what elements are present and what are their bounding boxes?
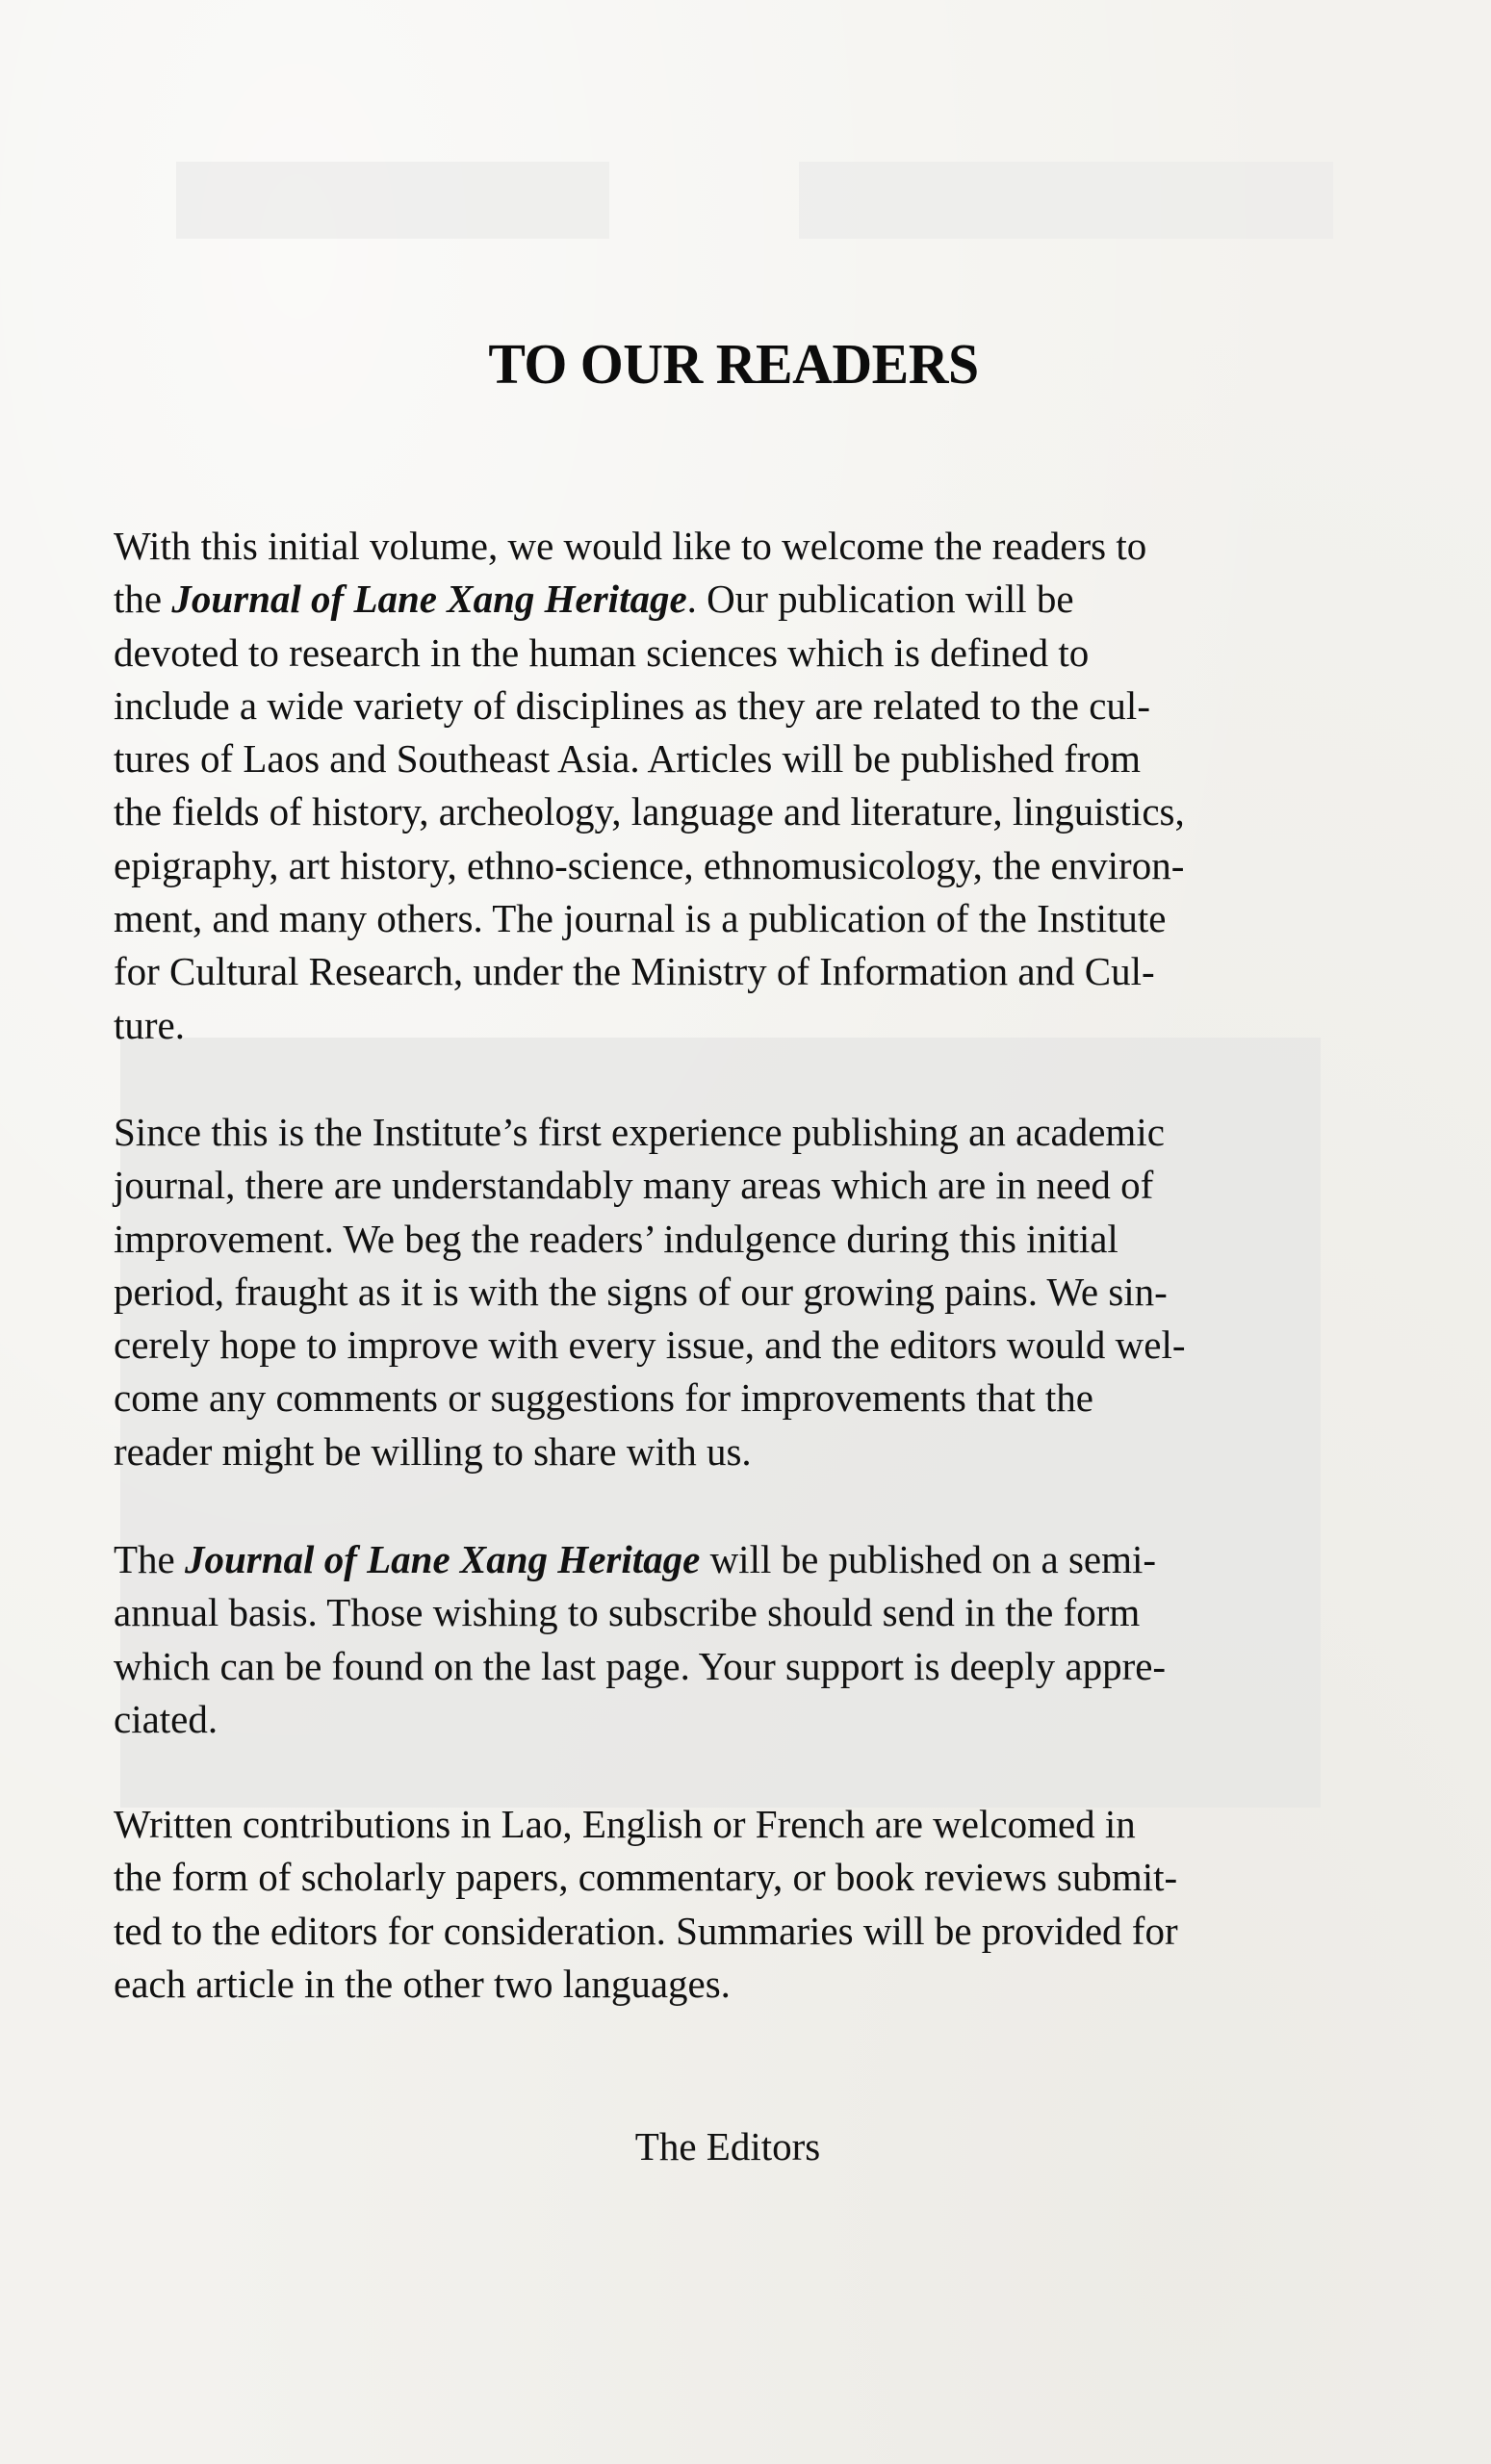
text-line [114, 1958, 1365, 2011]
show-through-shading [176, 162, 609, 239]
journal-title: Journal of Lane Xang Heritage [171, 577, 687, 622]
text-run: devoted to research in the human sciences which is defined to [114, 629, 1090, 675]
text-run: ciated. [114, 1696, 219, 1741]
text-line [114, 732, 1365, 785]
page-title: TO OUR READERS [488, 332, 979, 396]
text-run: include a wide variety of disciplines as they are related to the cul- [114, 682, 1150, 728]
text-line [114, 1106, 1365, 1159]
journal-title: Journal of Lane Xang Heritage [185, 1537, 701, 1581]
text-line [114, 1213, 1365, 1266]
text-line [114, 1159, 1365, 1212]
text-line [114, 520, 1365, 573]
paragraph-contributions [114, 1798, 1365, 2011]
text-line [114, 1586, 1365, 1639]
text-line [114, 1319, 1365, 1372]
text-line [114, 680, 1365, 732]
text-run: come any comments or suggestions for improvements that the [114, 1375, 1093, 1421]
text-run: ted to the editors for consideration. Summaries will be provided for [114, 1908, 1178, 1953]
text-run: ment, and many others. The journal is a publication of the Institute [114, 896, 1167, 941]
text-line [114, 839, 1365, 892]
text-run: the fields of history, archeology, language and literature, linguistics, [114, 789, 1185, 834]
text-run: The [114, 1537, 185, 1581]
text-line [114, 627, 1365, 680]
text-line [114, 1372, 1365, 1424]
paragraph-subscription [114, 1533, 1365, 1746]
text-run: will be published on a semi- [700, 1537, 1157, 1581]
text-run: reader might be willing to share with us. [114, 1428, 752, 1474]
text-run: tures of Laos and Southeast Asia. Articles will be published from [114, 736, 1141, 782]
text-line [114, 945, 1365, 998]
text-line [114, 1851, 1365, 1904]
text-run: which can be found on the last page. Your support is deeply appre- [114, 1643, 1167, 1688]
text-run: Written contributions in Lao, English or French are welcomed in [114, 1802, 1136, 1846]
text-line [114, 892, 1365, 945]
text-run: each article in the other two languages. [114, 1961, 731, 2006]
text-line [114, 1266, 1365, 1319]
text-line [114, 573, 1365, 626]
text-run: the form of scholarly papers, commentary, or book reviews submit- [114, 1855, 1178, 1900]
text-line [114, 1905, 1365, 1958]
text-line [114, 1533, 1365, 1586]
text-run: cerely hope to improve with every issue, and the editors would wel- [114, 1322, 1186, 1368]
text-run: epigraphy, art history, ethno-science, ethnomusicology, the environ- [114, 842, 1185, 887]
text-run: the [114, 577, 172, 622]
text-run: for Cultural Research, under the Ministry of Information and Cul- [114, 949, 1155, 994]
text-line [114, 785, 1365, 838]
text-run: . Our publication will be [686, 577, 1074, 622]
text-run: period, fraught as it is with the signs of our growing pains. We sin- [114, 1269, 1168, 1314]
text-run: Since this is the Institute’s first experience publishing an academic [114, 1110, 1165, 1154]
text-run: With this initial volume, we would like to welcome the readers to [114, 524, 1147, 568]
text-line [114, 999, 1365, 1052]
signature: The Editors [634, 2124, 821, 2169]
paragraph-intro [114, 520, 1365, 1052]
text-line [114, 1425, 1365, 1478]
text-line [114, 1798, 1365, 1851]
text-run: annual basis. Those wishing to subscribe should send in the form [114, 1590, 1141, 1635]
paragraph-improvement [114, 1106, 1365, 1478]
text-run: journal, there are understandably many areas which are in need of [114, 1163, 1154, 1208]
text-line [114, 1693, 1365, 1746]
show-through-shading [799, 162, 1333, 239]
text-line [114, 1640, 1365, 1693]
text-run: ture. [114, 1002, 185, 1047]
text-run: improvement. We beg the readers’ indulgence during this initial [114, 1216, 1118, 1261]
